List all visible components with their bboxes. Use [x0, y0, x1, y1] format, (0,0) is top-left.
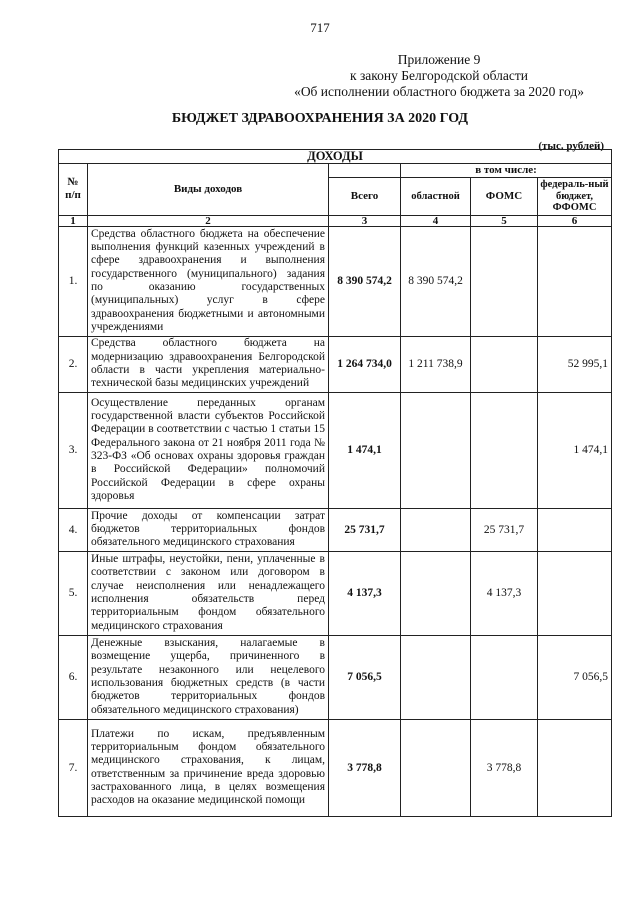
- row-total: 4 137,3: [329, 551, 401, 635]
- row-federal: 52 995,1: [538, 336, 612, 392]
- col-header-total: Всего: [329, 178, 401, 216]
- row-regional: [401, 719, 471, 816]
- row-number: 3.: [59, 392, 88, 508]
- row-description: Осуществление переданных органам государственной власти субъектов Российской Федерации в соответствии с частью 1 статьи 15 Федерального закона от 21 ноября 2011 года № 323-ФЗ «Об основах охраны здоровья граждан в Российской Федерации» полномочий Российской Федерации в сфере охраны здоровья: [88, 392, 329, 508]
- table-row: [59, 392, 612, 508]
- row-total: 25 731,7: [329, 508, 401, 551]
- col-number: 4: [401, 215, 471, 226]
- appendix-line: «Об исполнении областного бюджета за 2020 год»: [294, 84, 584, 99]
- row-foms: 25 731,7: [471, 508, 538, 551]
- col-header-type: Виды доходов: [88, 164, 329, 216]
- row-total: 1 264 734,0: [329, 336, 401, 392]
- budget-table: [58, 149, 612, 817]
- table-row: [59, 226, 612, 336]
- row-federal: [538, 508, 612, 551]
- table-row: [59, 551, 612, 635]
- row-description: Денежные взыскания, налагаемые в возмещение ущерба, причиненного в результате незаконного или нецелевого использования бюджетных средств (в части бюджетов территориальных фондов обязательного медицинского страхования): [88, 635, 329, 719]
- row-foms: 3 778,8: [471, 719, 538, 816]
- row-federal: 1 474,1: [538, 392, 612, 508]
- row-description: Средства областного бюджета на модернизацию здравоохранения Белгородской области в части укрепления материально-технической базы медицинских учреждений: [88, 336, 329, 392]
- row-federal: [538, 226, 612, 336]
- appendix-line: к закону Белгородской области: [350, 68, 529, 83]
- table-row: [59, 508, 612, 551]
- col-header-federal: федераль-ный бюджет, ФФОМС: [538, 178, 612, 216]
- col-header-num: № п/п: [59, 164, 88, 216]
- section-title: ДОХОДЫ: [59, 150, 612, 164]
- row-number: 4.: [59, 508, 88, 551]
- row-number: 1.: [59, 226, 88, 336]
- row-total: 1 474,1: [329, 392, 401, 508]
- appendix-line: Приложение 9: [397, 52, 481, 67]
- row-number: 6.: [59, 635, 88, 719]
- row-regional: [401, 551, 471, 635]
- col-number: 3: [329, 215, 401, 226]
- row-foms: [471, 392, 538, 508]
- row-description: Иные штрафы, неустойки, пени, уплаченные в соответствии с законом или договором в случае неисполнения или ненадлежащего исполнения обязательств перед территориальным фондом обязательного медицинского страхования: [88, 551, 329, 635]
- row-number: 2.: [59, 336, 88, 392]
- table-row: [59, 635, 612, 719]
- row-federal: 7 056,5: [538, 635, 612, 719]
- col-number: 1: [59, 215, 88, 226]
- row-description: Средства областного бюджета на обеспечение выполнения функций казенных учреждений в сфере здравоохранения и выполнения государственного (муниципального) задания по оказанию государственных (муниципальных) услуг в сфере здравоохранения бюджетными и автономными учреждениями: [88, 226, 329, 336]
- col-header-foms: ФОМС: [471, 178, 538, 216]
- row-regional: 1 211 738,9: [401, 336, 471, 392]
- row-foms: 4 137,3: [471, 551, 538, 635]
- row-regional: 8 390 574,2: [401, 226, 471, 336]
- col-number: 6: [538, 215, 612, 226]
- row-foms: [471, 635, 538, 719]
- row-regional: [401, 508, 471, 551]
- row-total: 8 390 574,2: [329, 226, 401, 336]
- row-federal: [538, 719, 612, 816]
- row-federal: [538, 551, 612, 635]
- col-number: 5: [471, 215, 538, 226]
- row-regional: [401, 392, 471, 508]
- table-row: [59, 336, 612, 392]
- row-total: 7 056,5: [329, 635, 401, 719]
- table-header: [59, 150, 612, 227]
- row-foms: [471, 226, 538, 336]
- document-title: БЮДЖЕТ ЗДРАВООХРАНЕНИЯ ЗА 2020 ГОД: [171, 111, 469, 126]
- row-number: 5.: [59, 551, 88, 635]
- col-header-including: в том числе:: [401, 164, 612, 178]
- table-row: [59, 719, 612, 816]
- col-number: 2: [88, 215, 329, 226]
- row-total: 3 778,8: [329, 719, 401, 816]
- appendix-header: [294, 52, 584, 100]
- page-number: 717: [310, 20, 330, 35]
- row-number: 7.: [59, 719, 88, 816]
- row-description: Платежи по искам, предъявленным территориальным фондом обязательного медицинского страхования, к лицам, ответственным за причинение вреда здоровью застрахованного лица, в целях возмещения расходов на оказание медицинской помощи: [88, 719, 329, 816]
- col-header-regional: областной: [401, 178, 471, 216]
- row-regional: [401, 635, 471, 719]
- row-foms: [471, 336, 538, 392]
- units-label: (тыс. рублей): [538, 140, 604, 152]
- row-description: Прочие доходы от компенсации затрат бюджетов территориальных фондов обязательного медицинского страхования: [88, 508, 329, 551]
